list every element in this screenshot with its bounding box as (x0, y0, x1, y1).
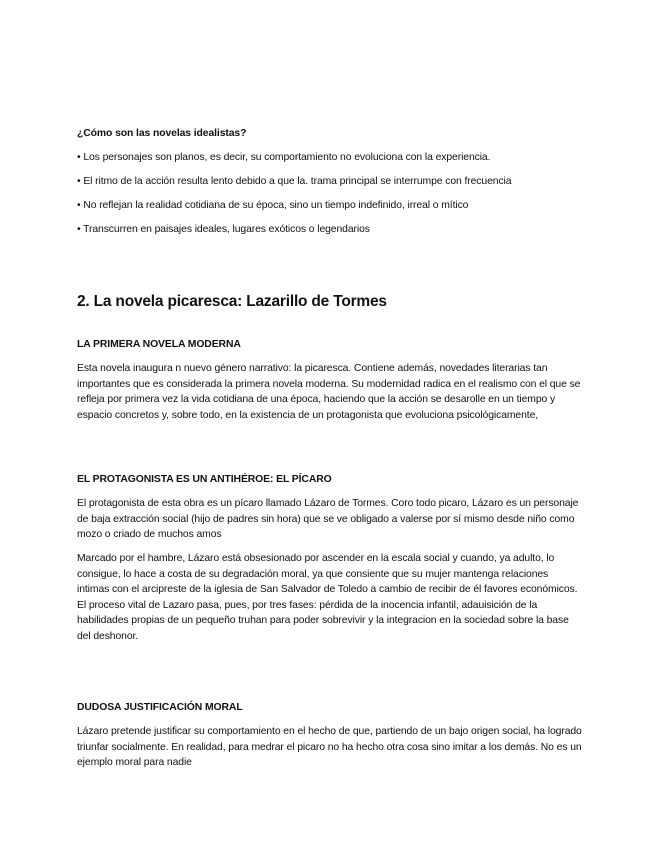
primera-heading: LA PRIMERA NOVELA MODERNA (77, 339, 241, 350)
protagonista-paragraph-2: Marcado por el hambre, Lázaro está obsesionado por ascender en la escala social y cuando, ya adulto, lo consigue, lo hace a costa de su degradación moral, ya que consiente que su mujer mantenga relaciones intimas con el arcipreste de la iglesia de San Salvador de Toledo a cambio de recibir de él favores económicos. El proceso vital de Lazaro pasa, pues, por tres fases: pérdida de la inocencia infantil, adauisición de la habilidades propias de un pequeño truhan para poder sobrevivir y la integracion en la sociedad sobre la base del deshonor. (77, 553, 578, 642)
dudosa-heading: DUDOSA JUSTIFICACIÓN MORAL (77, 702, 243, 713)
protagonista-paragraph-1: El protagonista de esta obra es un pícaro llamado Lázaro de Tormes. Coro todo picaro, Lázaro es un personaje de baja extracción social (hijo de padres sin hora) que se ve obligado a valerse por sí mismo desde niño como mozo o criado de muchos amos (77, 498, 579, 541)
primera-paragraph: Esta novela inaugura n nuevo género narrativo: la picaresca. Contiene además, novedades literarias tan importantes que es considerada la primera novela moderna. Su modernidad radica en el realismo con el que se refleja por primera vez la vida cotidiana de una época, haciendo que la acción se desarolle en un tiempo y espacio concretos y, sobre todo, en la existencia de un protagonista que evoluciona psicológicamente, (77, 363, 581, 421)
bullet-item: • Los personajes son planos, es decir, su comportamiento no evoluciona con la experiencia. (77, 152, 491, 163)
section-title: 2. La novela picaresca: Lazarillo de Tormes (77, 293, 387, 310)
bullet-item: • El ritmo de la acción resulta lento debido a que la. trama principal se interrumpe con frecuencia (77, 176, 512, 187)
bullet-item: • No reflejan la realidad cotidiana de su época, sino un tiempo indefinido, irreal o mítico (77, 200, 469, 211)
dudosa-paragraph: Lázaro pretende justificar su comportamiento en el hecho de que, partiendo de un bajo origen social, ha logrado triunfar socialmente. En realidad, para medrar el picaro no ha hecho otra cosa sino imitar a los demás. No es un ejemplo moral para nadie (77, 726, 582, 769)
question-heading: ¿Cómo son las novelas idealistas? (77, 128, 247, 139)
protagonista-heading: EL PROTAGONISTA ES UN ANTIHÉROE: EL PÍCARO (77, 474, 332, 485)
bullet-item: • Transcurren en paisajes ideales, lugares exóticos o legendarios (77, 224, 370, 235)
